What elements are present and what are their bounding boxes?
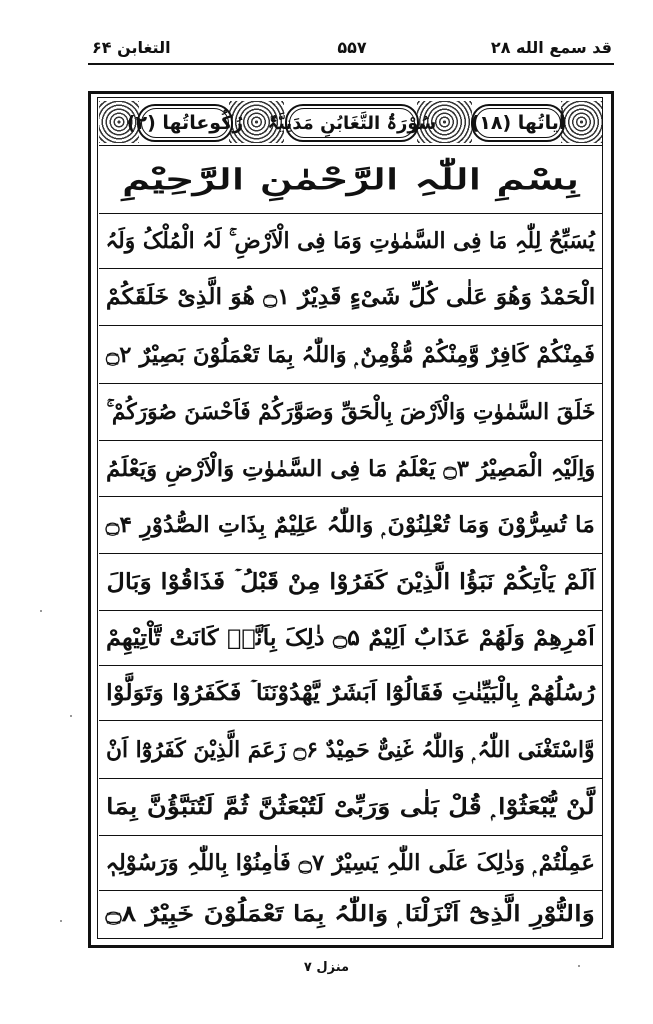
- line-13: وَالنُّوْرِ الَّذِیْٓ اَنْزَلْنَا ۭ وَاللّٰہُ بِمَا تَعْمَلُوْنَ خَبِیْرٌ ۝۸: [105, 900, 596, 927]
- bismillah-text: بِسْمِ اللّٰہِ الرَّحْمٰنِ الرَّحِیْمِ: [122, 163, 579, 196]
- text-line: [99, 441, 602, 497]
- surah-running-title: التغابن ۶۴: [92, 38, 171, 57]
- line-8: اَمْرِھِمْ وَلَھُمْ عَذَابٌ اَلِیْمٌ ۝۵ ذٰلِکَ بِاَنَّہٗ کَانَتْ تَّاْتِیْھِمْ: [106, 625, 595, 651]
- line-3: فَمِنْکُمْ کَافِرٌ وَّمِنْکُمْ مُّؤْمِنٌ ۭ وَاللّٰہُ بِمَا تَعْمَلُوْنَ بَصِیْرٌ ۝۲: [106, 341, 595, 368]
- text-line: [99, 214, 602, 269]
- line-1: یُسَبِّحُ لِلّٰہِ مَا فِی السَّمٰوٰتِ وَمَا فِی الْاَرْضِ ۚ لَہُ الْمُلْکُ وَلَہُ: [105, 228, 596, 254]
- text-line: [99, 611, 602, 666]
- verse-count: [471, 104, 565, 142]
- text-line: [99, 326, 602, 384]
- scan-speck: [40, 610, 42, 612]
- line-12: عَمِلْتُمْ ۭ وَذٰلِکَ عَلَی اللّٰہِ یَسِیْرٌ ۝۷ فَاٰمِنُوْا بِاللّٰہِ وَرَسُوْلِہٖ: [105, 850, 596, 876]
- line-11: لَّنْ یُّبْعَثُوْا ۭ قُلْ بَلٰی وَرَبِّیْ لَتُبْعَثُنَّ ثُمَّ لَتُنَبَّؤُنَّ بِمَا: [106, 794, 595, 820]
- ornament-right: [561, 101, 602, 143]
- scan-speck: [60, 920, 62, 922]
- bismillah: [99, 146, 602, 214]
- text-line: [99, 891, 602, 936]
- line-4: خَلَقَ السَّمٰوٰتِ وَالْاَرْضَ بِالْحَقِّ وَصَوَّرَکُمْ فَاَحْسَنَ صُوَرَکُمْ ۚ: [106, 399, 595, 425]
- line-5: وَاِلَیْہِ الْمَصِیْرُ ۝۳ یَعْلَمُ مَا فِی السَّمٰوٰتِ وَالْاَرْضِ وَیَعْلَمُ: [105, 455, 596, 482]
- manzil-marker: منزل ۷: [303, 960, 350, 975]
- surah-title-text: سُوْرَۃُ التَّغَابُنِ مَدَنِیَّۃٌ: [267, 112, 437, 134]
- page-number: ۵۵۷: [337, 38, 367, 57]
- text-line: [99, 384, 602, 441]
- surah-header: [99, 99, 602, 146]
- text-line: [99, 666, 602, 721]
- ruku-count: [126, 104, 244, 142]
- running-head: [92, 38, 612, 64]
- line-10: وَّاسْتَغْنَی اللّٰہُ ۭ وَاللّٰہُ غَنِیٌّ حَمِیْدٌ ۝۶ زَعَمَ الَّذِیْنَ کَفَرُوْٓا اَنْ: [106, 736, 595, 763]
- text-line: [99, 497, 602, 554]
- line-2: الْحَمْدُ وَھُوَ عَلٰی کُلِّ شَیْءٍ قَدِیْرٌ ۝۱ ھُوَ الَّذِیْ خَلَقَکُمْ: [105, 284, 596, 310]
- text-line: [99, 269, 602, 326]
- line-6: مَا تُسِرُّوْنَ وَمَا تُعْلِنُوْنَ ۭ وَاللّٰہُ عَلِیْمٌ بِذَاتِ الصُّدُوْرِ ۝۴: [105, 512, 596, 538]
- text-line: [99, 554, 602, 611]
- text-line: [99, 836, 602, 891]
- surah-title: [267, 104, 437, 142]
- juz-name: قد سمع الله ۲۸: [490, 38, 612, 57]
- scan-speck: [578, 965, 580, 967]
- text-line: [99, 721, 602, 779]
- ruku-count-text: رُکُوعاتُھا (۲): [126, 112, 244, 134]
- line-9: رُسُلُھُمْ بِالْبَیِّنٰتِ فَقَالُوْٓا اَبَشَرٌ یَّھْدُوْنَنَا ۡ فَکَفَرُوْا وَتَوَلَّوْا: [105, 680, 596, 706]
- text-line: [99, 779, 602, 836]
- line-7: اَلَمْ یَاْتِکُمْ نَبَؤُا الَّذِیْنَ کَفَرُوْا مِنْ قَبْلُ ۡ فَذَاقُوْا وَبَالَ: [106, 569, 595, 595]
- verse-count-text: اٰیاتُھا (۱۸): [470, 112, 566, 134]
- header-rule: [88, 63, 614, 65]
- scan-speck: [70, 715, 72, 717]
